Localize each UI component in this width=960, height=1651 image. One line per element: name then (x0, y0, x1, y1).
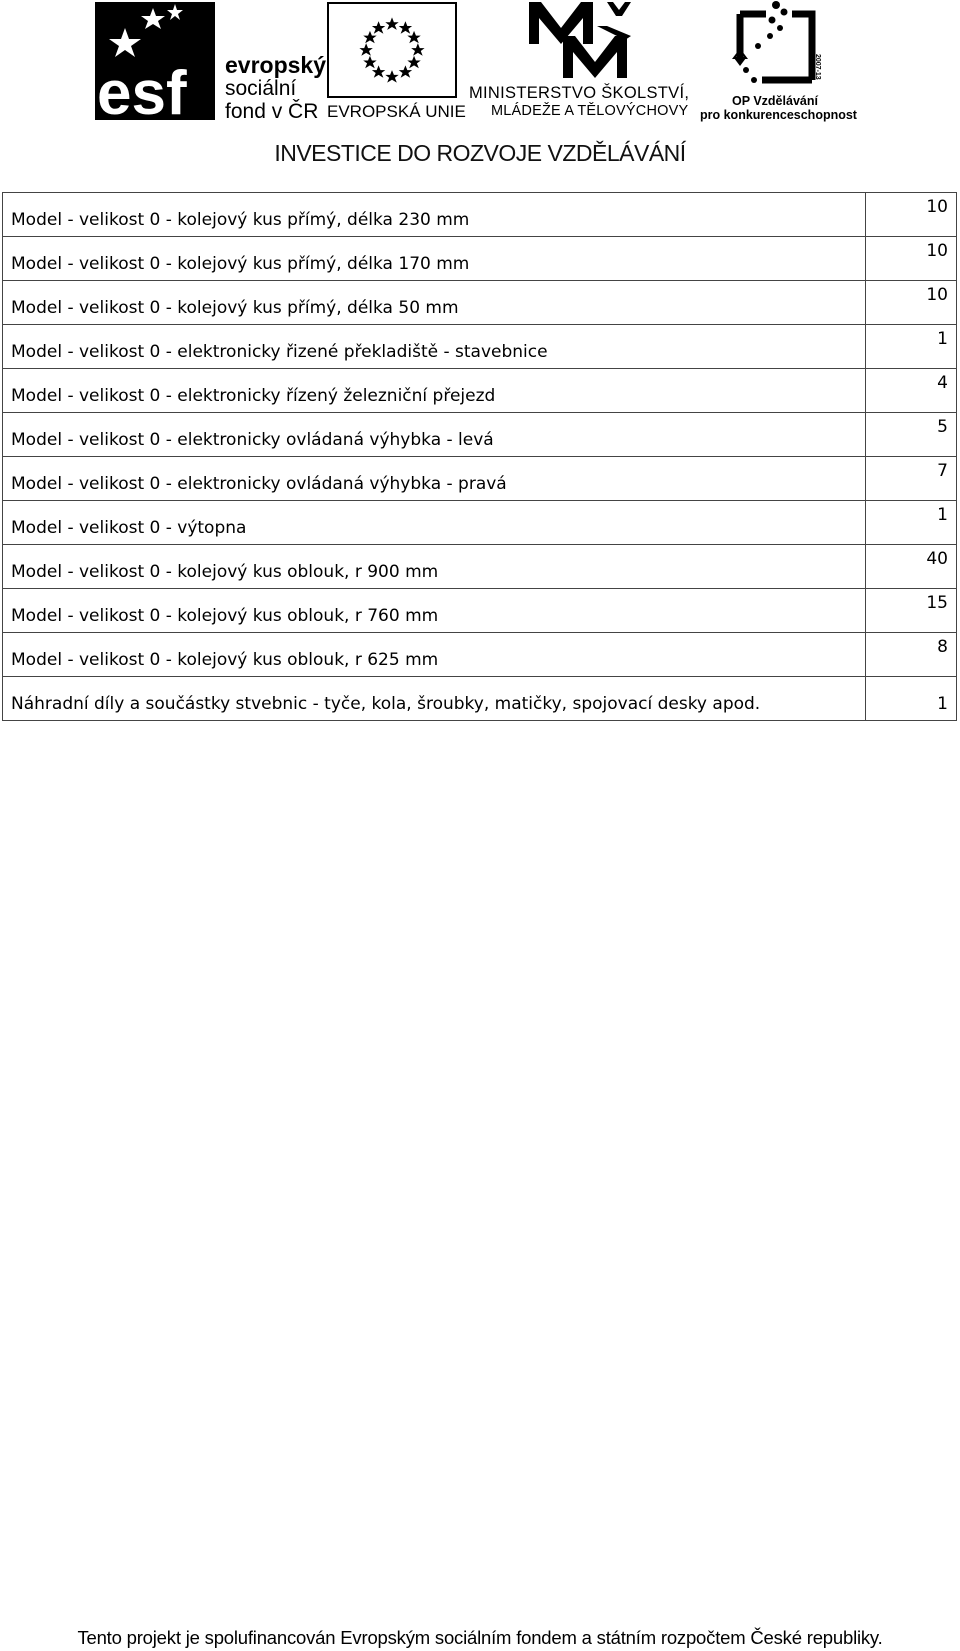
item-quantity: 7 (866, 457, 957, 501)
table-row (3, 413, 957, 457)
eu-label: EVROPSKÁ UNIE (327, 102, 466, 121)
item-quantity: 40 (866, 545, 957, 589)
table-row (3, 281, 957, 325)
table-row (3, 589, 957, 633)
item-quantity: 10 (866, 193, 957, 237)
item-description: Model - velikost 0 - elektronicky ovládaná výhybka - levá (3, 413, 866, 457)
msmt-logo (465, 0, 695, 122)
item-description: Model - velikost 0 - kolejový kus oblouk, r 760 mm (3, 589, 866, 633)
item-quantity: 10 (866, 281, 957, 325)
tagline: INVESTICE DO ROZVOJE VZDĚLÁVÁNÍ (274, 140, 686, 166)
items-table (2, 192, 957, 721)
eu-flag-icon (327, 2, 457, 98)
item-quantity: 4 (866, 369, 957, 413)
table-row (3, 545, 957, 589)
table-row (3, 677, 957, 721)
esf-logo (95, 2, 327, 128)
item-quantity: 1 (866, 677, 957, 721)
item-description: Model - velikost 0 - elektronicky řízený železniční přejezd (3, 369, 866, 413)
item-description: Model - velikost 0 - elektronicky ovládaná výhybka - pravá (3, 457, 866, 501)
msmt-mark-icon (527, 0, 637, 80)
esf-line3: fond v ČR (225, 100, 319, 123)
op-badge: 2007-13 (814, 54, 821, 80)
item-description: Model - velikost 0 - kolejový kus oblouk, r 625 mm (3, 633, 866, 677)
table-row (3, 325, 957, 369)
item-description: Model - velikost 0 - kolejový kus přímý, délka 50 mm (3, 281, 866, 325)
item-description: Model - velikost 0 - výtopna (3, 501, 866, 545)
table-row (3, 457, 957, 501)
table-row (3, 369, 957, 413)
item-quantity: 5 (866, 413, 957, 457)
esf-line2: sociální (225, 77, 297, 100)
item-quantity: 8 (866, 633, 957, 677)
svg-text:esf: esf (97, 59, 187, 128)
table-row (3, 633, 957, 677)
op-mark-icon (732, 0, 820, 100)
item-description: Model - velikost 0 - kolejový kus přímý, délka 230 mm (3, 193, 866, 237)
eu-logo (327, 2, 466, 121)
item-description: Model - velikost 0 - kolejový kus přímý, délka 170 mm (3, 237, 866, 281)
item-description: Náhradní díly a součástky stvebnic - tyče, kola, šroubky, matičky, spojovací desky apod. (3, 677, 866, 721)
item-quantity: 1 (866, 325, 957, 369)
op-line2: pro konkurenceschopnost (700, 108, 857, 122)
table-row (3, 237, 957, 281)
item-description: Model - velikost 0 - kolejový kus oblouk, r 900 mm (3, 545, 866, 589)
esf-mark-icon (95, 2, 215, 128)
item-quantity: 15 (866, 589, 957, 633)
item-quantity: 10 (866, 237, 957, 281)
item-quantity: 1 (866, 501, 957, 545)
msmt-line1: MINISTERSTVO ŠKOLSTVÍ, (469, 84, 690, 102)
msmt-line2: MLÁDEŽE A TĚLOVÝCHOVY (491, 103, 689, 119)
op-logo (700, 0, 857, 122)
item-description: Model - velikost 0 - elektronicky řizené překladiště - stavebnice (3, 325, 866, 369)
op-line1: OP Vzdělávání (732, 94, 818, 108)
esf-line1: evropský (225, 52, 327, 78)
table-row (3, 193, 957, 237)
table-row (3, 501, 957, 545)
footer-note: Tento projekt je spolufinancován Evropským sociálním fondem a státním rozpočtem České republiky. (77, 1627, 883, 1648)
